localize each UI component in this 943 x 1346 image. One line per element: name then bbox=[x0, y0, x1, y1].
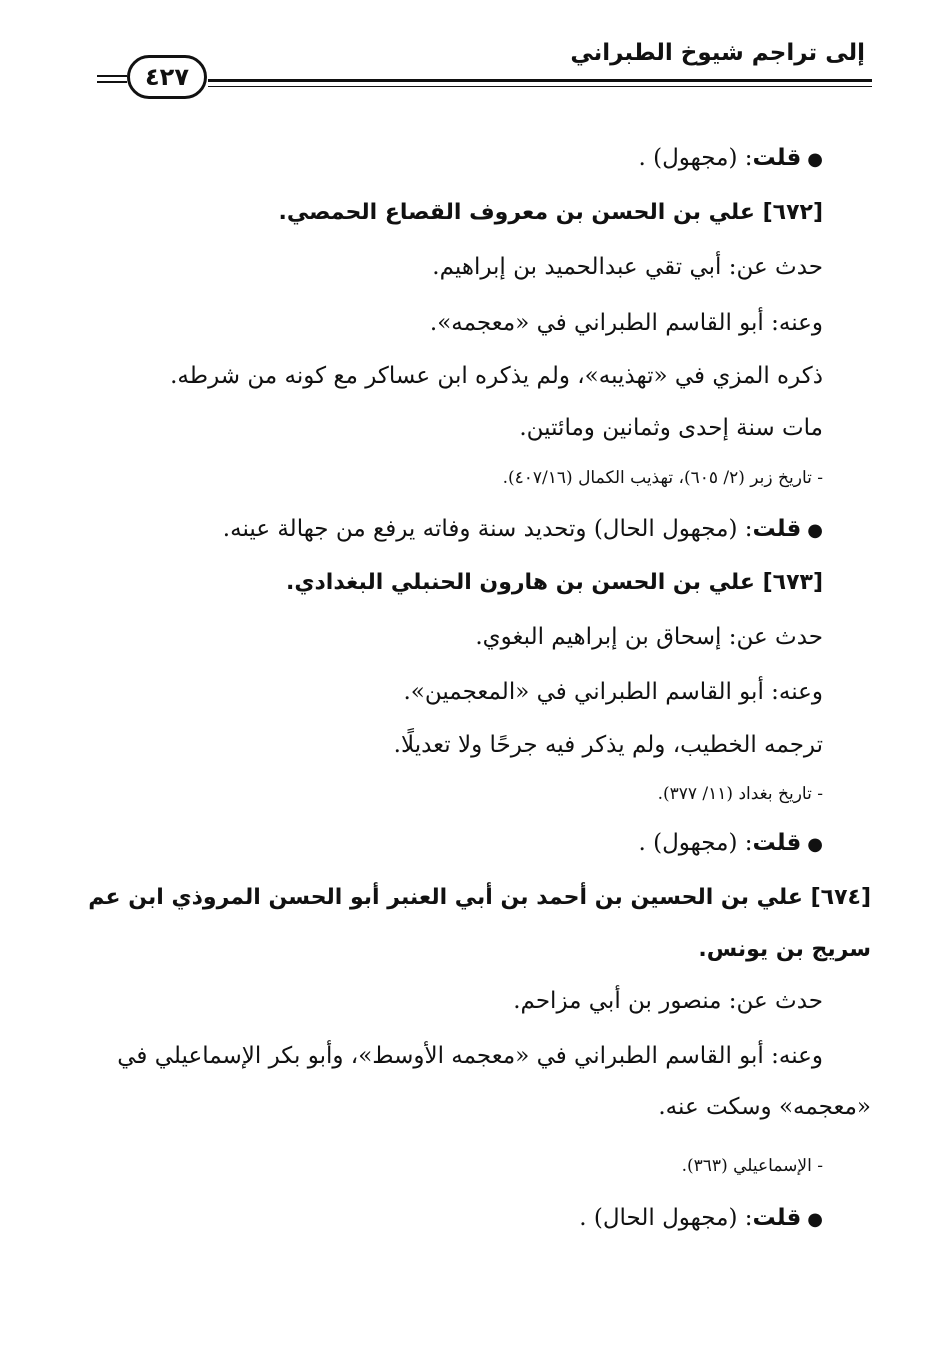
narrated-from-line: حدث عن: إسحاق بن إبراهيم البغوي. bbox=[475, 624, 823, 650]
qult-text: : (مجهول الحال) وتحديد سنة وفاته يرفع من جهالة عينه. bbox=[222, 516, 753, 542]
narrated-from-line: حدث عن: أبي تقي عبدالحميد بن إبراهيم. bbox=[432, 254, 823, 280]
qult-text: : (مجهول) . bbox=[638, 145, 753, 171]
bullet-icon: ● bbox=[807, 834, 823, 855]
qult-line bbox=[638, 827, 823, 861]
bullet-icon: ● bbox=[807, 520, 823, 541]
death-year-line: مات سنة إحدى وثمانين ومائتين. bbox=[519, 415, 823, 441]
qult-label: قلت bbox=[752, 145, 802, 171]
note-line: ترجمه الخطيب، ولم يذكر فيه جرحًا ولا تعديلًا. bbox=[393, 732, 823, 758]
narrated-from-line: حدث عن: منصور بن أبي مزاحم. bbox=[513, 988, 823, 1014]
source-line: - الإسماعيلي (٣٦٣). bbox=[681, 1156, 823, 1176]
qult-text: : (مجهول) . bbox=[638, 830, 753, 856]
narrated-by-line: وعنه: أبو القاسم الطبراني في «المعجمين». bbox=[403, 679, 823, 705]
entry-heading-672: [٦٧٢] علي بن الحسن بن معروف القصاع الحمصي. bbox=[278, 200, 823, 225]
badge-lead-rule-top bbox=[97, 75, 127, 77]
note-line: ذكره المزي في «تهذيبه»، ولم يذكره ابن عساكر مع كونه من شرطه. bbox=[170, 363, 823, 389]
page-number-badge: ٤٢٧ bbox=[127, 55, 207, 99]
narrated-by-line-cont: «معجمه» وسكت عنه. bbox=[658, 1094, 871, 1120]
source-line: - تاريخ بغداد (١١/ ٣٧٧). bbox=[657, 784, 823, 804]
entry-heading-674: [٦٧٤] علي بن الحسين بن أحمد بن أبي العنبر أبو الحسن المروذي ابن عم bbox=[88, 885, 871, 910]
badge-lead-rule-bottom bbox=[97, 81, 127, 83]
header-rule-thick bbox=[208, 79, 872, 82]
qult-line bbox=[638, 142, 823, 176]
header-rule-thin bbox=[208, 86, 872, 87]
qult-line bbox=[223, 513, 823, 547]
entry-heading-674-cont: سريج بن يونس. bbox=[698, 937, 871, 962]
running-title: إلى تراجم شيوخ الطبراني bbox=[570, 40, 865, 66]
narrated-by-line: وعنه: أبو القاسم الطبراني في «معجمه الأوسط»، وأبو بكر الإسماعيلي في bbox=[117, 1043, 823, 1069]
source-line: - تاريخ زبر (٢/ ٦٠٥)، تهذيب الكمال (٤٠٧/١٦). bbox=[502, 468, 823, 488]
qult-text: : (مجهول الحال) . bbox=[579, 1205, 753, 1231]
narrated-by-line: وعنه: أبو القاسم الطبراني في «معجمه». bbox=[429, 310, 823, 336]
entry-heading-673: [٦٧٣] علي بن الحسن بن هارون الحنبلي البغدادي. bbox=[285, 570, 823, 595]
qult-line bbox=[579, 1202, 823, 1236]
qult-label: قلت bbox=[752, 1205, 802, 1231]
bullet-icon: ● bbox=[807, 1209, 823, 1230]
bullet-icon: ● bbox=[807, 149, 823, 170]
qult-label: قلت bbox=[752, 516, 802, 542]
qult-label: قلت bbox=[752, 830, 802, 856]
